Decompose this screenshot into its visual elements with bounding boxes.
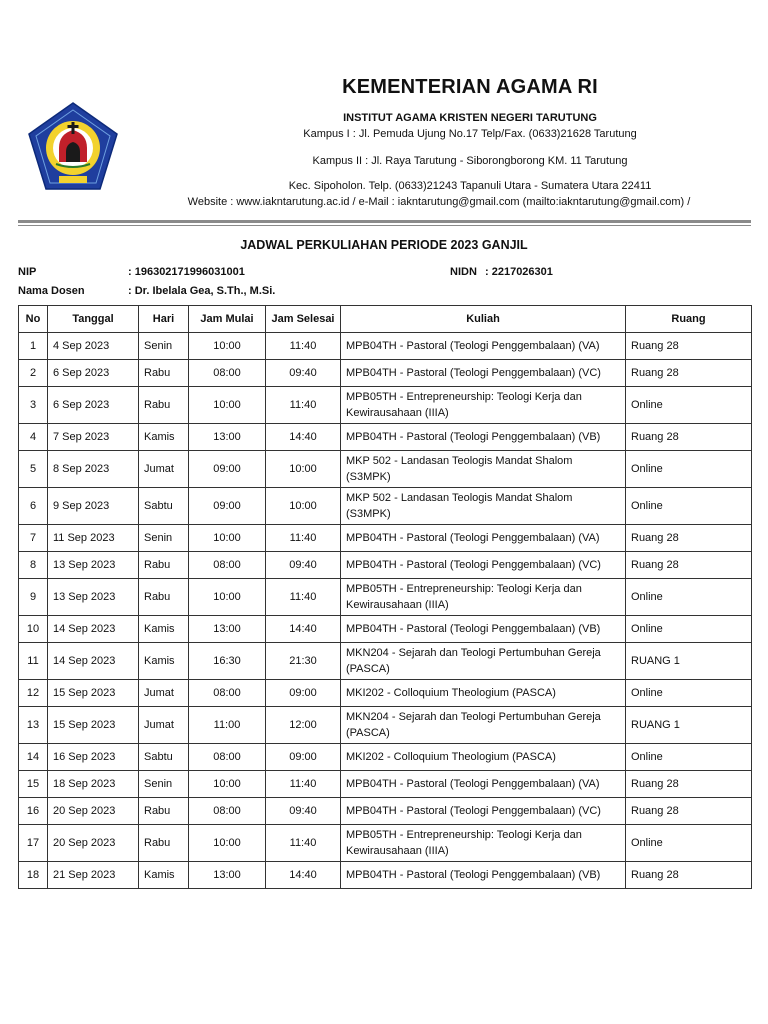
cell-course: MPB04TH - Pastoral (Teologi Penggembalaan) (VB) bbox=[341, 424, 626, 451]
cell-day: Senin bbox=[139, 333, 189, 360]
cell-course: MPB04TH - Pastoral (Teologi Penggembalaan) (VC) bbox=[341, 360, 626, 387]
table-row bbox=[19, 333, 752, 360]
cell-date: 13 Sep 2023 bbox=[48, 579, 139, 616]
contact-info: Website : www.iakntarutung.ac.id / e-Mail : iakntarutung@gmail.com (mailto:iakntarutung@gmail.com) / bbox=[187, 196, 691, 208]
cell-end-time: 09:40 bbox=[266, 360, 341, 387]
cell-room: Online bbox=[626, 825, 752, 862]
cell-end-time: 09:40 bbox=[266, 798, 341, 825]
table-row bbox=[19, 552, 752, 579]
cell-date: 4 Sep 2023 bbox=[48, 333, 139, 360]
cell-no: 3 bbox=[19, 387, 48, 424]
table-row bbox=[19, 825, 752, 862]
cell-course: MPB05TH - Entrepreneurship: Teologi Kerja dan Kewirausahaan (IIIA) bbox=[341, 825, 626, 862]
cell-start-time: 13:00 bbox=[189, 616, 266, 643]
schedule-table bbox=[18, 305, 752, 889]
cell-course: MKI202 - Colloquium Theologium (PASCA) bbox=[341, 680, 626, 707]
cell-course: MPB04TH - Pastoral (Teologi Penggembalaan) (VB) bbox=[341, 616, 626, 643]
cell-date: 8 Sep 2023 bbox=[48, 451, 139, 488]
cell-start-time: 10:00 bbox=[189, 525, 266, 552]
cell-start-time: 13:00 bbox=[189, 862, 266, 889]
cell-date: 6 Sep 2023 bbox=[48, 387, 139, 424]
cell-room: Ruang 28 bbox=[626, 424, 752, 451]
cell-room: Online bbox=[626, 387, 752, 424]
cell-day: Rabu bbox=[139, 798, 189, 825]
header-course: Kuliah bbox=[341, 306, 626, 333]
cell-course: MPB04TH - Pastoral (Teologi Penggembalaan) (VA) bbox=[341, 525, 626, 552]
cell-date: 15 Sep 2023 bbox=[48, 680, 139, 707]
cell-no: 15 bbox=[19, 771, 48, 798]
cell-course: MPB04TH - Pastoral (Teologi Penggembalaan) (VC) bbox=[341, 552, 626, 579]
cell-start-time: 08:00 bbox=[189, 552, 266, 579]
cell-no: 2 bbox=[19, 360, 48, 387]
cell-day: Kamis bbox=[139, 862, 189, 889]
cell-room: Online bbox=[626, 744, 752, 771]
cell-date: 16 Sep 2023 bbox=[48, 744, 139, 771]
cell-start-time: 08:00 bbox=[189, 360, 266, 387]
cell-room: RUANG 1 bbox=[626, 643, 752, 680]
table-row bbox=[19, 771, 752, 798]
cell-day: Rabu bbox=[139, 360, 189, 387]
cell-day: Kamis bbox=[139, 616, 189, 643]
cell-no: 13 bbox=[19, 707, 48, 744]
header-day: Hari bbox=[139, 306, 189, 333]
campus-2-address: Kampus II : Jl. Raya Tarutung - Siborongborong KM. 11 Tarutung bbox=[312, 155, 628, 167]
cell-room: Online bbox=[626, 616, 752, 643]
cell-day: Kamis bbox=[139, 424, 189, 451]
nidn-value: : 2217026301 bbox=[485, 266, 553, 278]
campus-1-address: Kampus I : Jl. Pemuda Ujung No.17 Telp/Fax. (0633)21628 Tarutung bbox=[303, 128, 637, 140]
cell-day: Rabu bbox=[139, 552, 189, 579]
cell-room: Ruang 28 bbox=[626, 862, 752, 889]
cell-end-time: 11:40 bbox=[266, 333, 341, 360]
cell-start-time: 10:00 bbox=[189, 771, 266, 798]
cell-date: 7 Sep 2023 bbox=[48, 424, 139, 451]
cell-start-time: 10:00 bbox=[189, 579, 266, 616]
lecturer-name-label: Nama Dosen bbox=[18, 285, 85, 297]
cell-start-time: 08:00 bbox=[189, 680, 266, 707]
cell-course: MPB05TH - Entrepreneurship: Teologi Kerja dan Kewirausahaan (IIIA) bbox=[341, 579, 626, 616]
cell-start-time: 09:00 bbox=[189, 451, 266, 488]
cell-room: Ruang 28 bbox=[626, 771, 752, 798]
cell-no: 12 bbox=[19, 680, 48, 707]
cell-end-time: 11:40 bbox=[266, 525, 341, 552]
cell-no: 16 bbox=[19, 798, 48, 825]
ministry-title: KEMENTERIAN AGAMA RI bbox=[342, 76, 598, 98]
cell-day: Sabtu bbox=[139, 488, 189, 525]
cell-end-time: 11:40 bbox=[266, 825, 341, 862]
cell-date: 20 Sep 2023 bbox=[48, 825, 139, 862]
nidn-label: NIDN bbox=[450, 266, 477, 278]
cell-start-time: 10:00 bbox=[189, 333, 266, 360]
table-row bbox=[19, 525, 752, 552]
district-address: Kec. Sipoholon. Telp. (0633)21243 Tapanuli Utara - Sumatera Utara 22411 bbox=[288, 180, 652, 192]
cell-course: MKN204 - Sejarah dan Teologi Pertumbuhan Gereja (PASCA) bbox=[341, 707, 626, 744]
table-row bbox=[19, 707, 752, 744]
cell-end-time: 11:40 bbox=[266, 387, 341, 424]
cell-day: Senin bbox=[139, 525, 189, 552]
cell-course: MKI202 - Colloquium Theologium (PASCA) bbox=[341, 744, 626, 771]
cell-no: 9 bbox=[19, 579, 48, 616]
cell-end-time: 09:00 bbox=[266, 680, 341, 707]
cell-end-time: 14:40 bbox=[266, 862, 341, 889]
table-row bbox=[19, 643, 752, 680]
cell-no: 8 bbox=[19, 552, 48, 579]
cell-no: 6 bbox=[19, 488, 48, 525]
cell-end-time: 21:30 bbox=[266, 643, 341, 680]
table-row bbox=[19, 798, 752, 825]
cell-no: 1 bbox=[19, 333, 48, 360]
institution-name: INSTITUT AGAMA KRISTEN NEGERI TARUTUNG bbox=[343, 112, 597, 124]
cell-day: Jumat bbox=[139, 451, 189, 488]
nip-value: : 196302171996031001 bbox=[128, 266, 245, 278]
header-start-time: Jam Mulai bbox=[189, 306, 266, 333]
table-row bbox=[19, 680, 752, 707]
cell-start-time: 10:00 bbox=[189, 387, 266, 424]
header-divider-thin bbox=[18, 225, 751, 226]
document-title: JADWAL PERKULIAHAN PERIODE 2023 GANJIL bbox=[240, 238, 528, 252]
cell-no: 18 bbox=[19, 862, 48, 889]
cell-room: Ruang 28 bbox=[626, 525, 752, 552]
cell-start-time: 13:00 bbox=[189, 424, 266, 451]
cell-room: Ruang 28 bbox=[626, 333, 752, 360]
cell-end-time: 10:00 bbox=[266, 488, 341, 525]
cell-room: Online bbox=[626, 488, 752, 525]
header-date: Tanggal bbox=[48, 306, 139, 333]
cell-start-time: 09:00 bbox=[189, 488, 266, 525]
cell-no: 10 bbox=[19, 616, 48, 643]
header-divider bbox=[18, 220, 751, 223]
institution-logo bbox=[26, 100, 120, 192]
cell-date: 11 Sep 2023 bbox=[48, 525, 139, 552]
cell-date: 15 Sep 2023 bbox=[48, 707, 139, 744]
table-row bbox=[19, 862, 752, 889]
table-row bbox=[19, 616, 752, 643]
cell-end-time: 12:00 bbox=[266, 707, 341, 744]
cell-date: 6 Sep 2023 bbox=[48, 360, 139, 387]
cell-no: 11 bbox=[19, 643, 48, 680]
cell-course: MKP 502 - Landasan Teologis Mandat Shalom (S3MPK) bbox=[341, 488, 626, 525]
cell-end-time: 11:40 bbox=[266, 579, 341, 616]
cell-day: Senin bbox=[139, 771, 189, 798]
header-room: Ruang bbox=[626, 306, 752, 333]
cell-end-time: 14:40 bbox=[266, 616, 341, 643]
cell-date: 18 Sep 2023 bbox=[48, 771, 139, 798]
cell-room: Online bbox=[626, 451, 752, 488]
cell-day: Rabu bbox=[139, 387, 189, 424]
cell-date: 14 Sep 2023 bbox=[48, 616, 139, 643]
cell-course: MPB04TH - Pastoral (Teologi Penggembalaan) (VA) bbox=[341, 333, 626, 360]
table-row bbox=[19, 387, 752, 424]
cell-course: MPB04TH - Pastoral (Teologi Penggembalaan) (VC) bbox=[341, 798, 626, 825]
cell-start-time: 08:00 bbox=[189, 744, 266, 771]
header-end-time: Jam Selesai bbox=[266, 306, 341, 333]
cell-date: 9 Sep 2023 bbox=[48, 488, 139, 525]
table-row bbox=[19, 579, 752, 616]
cell-end-time: 14:40 bbox=[266, 424, 341, 451]
cell-course: MPB05TH - Entrepreneurship: Teologi Kerja dan Kewirausahaan (IIIA) bbox=[341, 387, 626, 424]
cell-day: Rabu bbox=[139, 579, 189, 616]
lecturer-name-value: : Dr. Ibelala Gea, S.Th., M.Si. bbox=[128, 285, 276, 297]
cell-start-time: 08:00 bbox=[189, 798, 266, 825]
cell-room: Ruang 28 bbox=[626, 360, 752, 387]
cell-end-time: 11:40 bbox=[266, 771, 341, 798]
table-row bbox=[19, 451, 752, 488]
cell-start-time: 11:00 bbox=[189, 707, 266, 744]
cell-day: Sabtu bbox=[139, 744, 189, 771]
cell-date: 21 Sep 2023 bbox=[48, 862, 139, 889]
cell-start-time: 10:00 bbox=[189, 825, 266, 862]
cell-course: MKN204 - Sejarah dan Teologi Pertumbuhan Gereja (PASCA) bbox=[341, 643, 626, 680]
cell-no: 7 bbox=[19, 525, 48, 552]
table-row bbox=[19, 424, 752, 451]
cell-no: 4 bbox=[19, 424, 48, 451]
cell-date: 14 Sep 2023 bbox=[48, 643, 139, 680]
header-no: No bbox=[19, 306, 48, 333]
cell-no: 17 bbox=[19, 825, 48, 862]
cell-room: Online bbox=[626, 680, 752, 707]
cell-end-time: 09:40 bbox=[266, 552, 341, 579]
cell-no: 5 bbox=[19, 451, 48, 488]
cell-room: RUANG 1 bbox=[626, 707, 752, 744]
cell-day: Rabu bbox=[139, 825, 189, 862]
cell-course: MKP 502 - Landasan Teologis Mandat Shalom (S3MPK) bbox=[341, 451, 626, 488]
table-row bbox=[19, 360, 752, 387]
table-row bbox=[19, 744, 752, 771]
cell-course: MPB04TH - Pastoral (Teologi Penggembalaan) (VB) bbox=[341, 862, 626, 889]
table-row bbox=[19, 488, 752, 525]
cell-date: 13 Sep 2023 bbox=[48, 552, 139, 579]
cell-day: Jumat bbox=[139, 707, 189, 744]
cell-end-time: 09:00 bbox=[266, 744, 341, 771]
cell-end-time: 10:00 bbox=[266, 451, 341, 488]
cell-no: 14 bbox=[19, 744, 48, 771]
cell-room: Ruang 28 bbox=[626, 798, 752, 825]
cell-date: 20 Sep 2023 bbox=[48, 798, 139, 825]
table-header-row bbox=[19, 306, 752, 333]
cell-day: Kamis bbox=[139, 643, 189, 680]
cell-day: Jumat bbox=[139, 680, 189, 707]
nip-label: NIP bbox=[18, 266, 37, 278]
cell-start-time: 16:30 bbox=[189, 643, 266, 680]
cell-room: Ruang 28 bbox=[626, 552, 752, 579]
cell-course: MPB04TH - Pastoral (Teologi Penggembalaan) (VA) bbox=[341, 771, 626, 798]
cell-room: Online bbox=[626, 579, 752, 616]
